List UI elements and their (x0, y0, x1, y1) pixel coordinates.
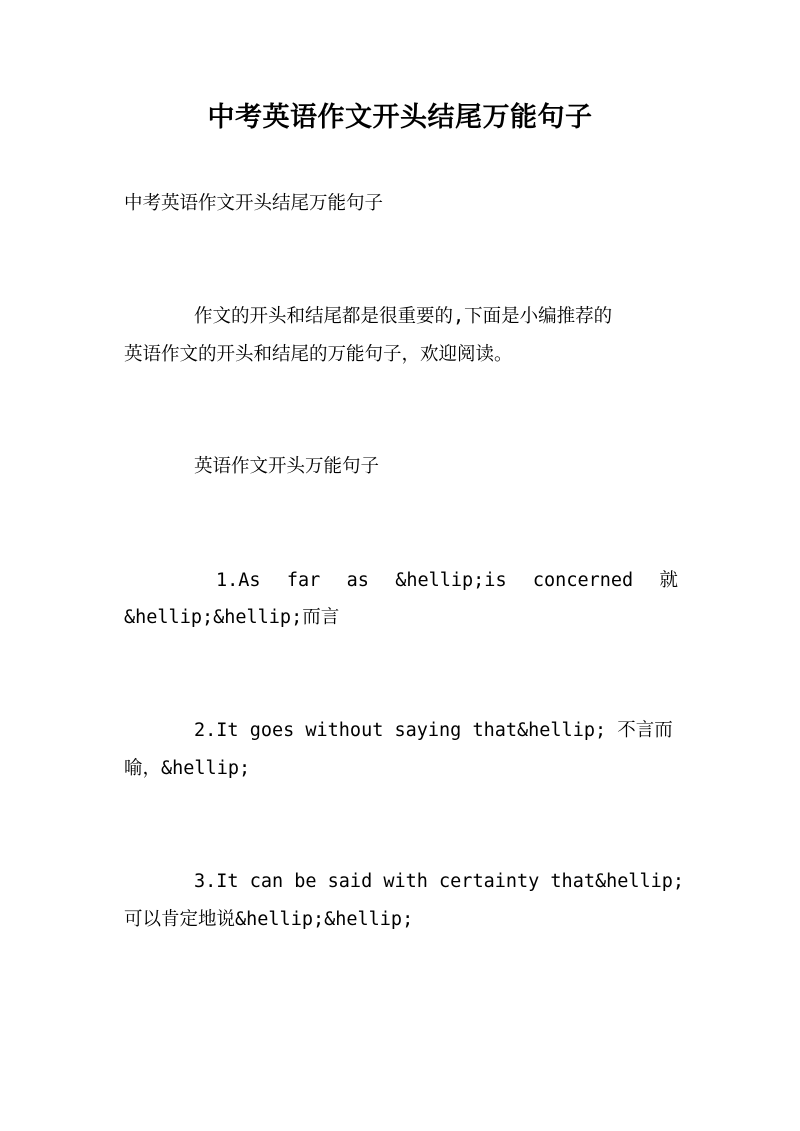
list-item-1-line-2: &hellip;&hellip;而言 (124, 607, 340, 628)
list-item-1-word: 1.As (216, 570, 261, 591)
list-item-2-line-2: 喻，&hellip; (124, 758, 251, 779)
list-item-1-line-1 (216, 563, 678, 599)
intro-line-2: 英语作文的开头和结尾的万能句子，欢迎阅读。 (124, 344, 513, 365)
list-item-1-word: as (346, 570, 369, 591)
list-item-3-line-1: 3.It can be said with certainty that&hellip; (194, 871, 685, 892)
list-item-1-word: &hellip;is (395, 570, 507, 591)
subtitle-line: 中考英语作文开头结尾万能句子 (124, 193, 384, 214)
list-item-1-word: 就 (659, 570, 678, 591)
list-item-3-line-2: 可以肯定地说&hellip;&hellip; (124, 909, 414, 930)
section-heading: 英语作文开头万能句子 (194, 456, 380, 477)
intro-line-1: 作文的开头和结尾都是很重要的,下面是小编推荐的 (194, 306, 613, 327)
list-item-1-word: far (286, 570, 321, 591)
list-item-1-word: concerned (532, 570, 634, 591)
document-title: 中考英语作文开头结尾万能句子 (207, 102, 593, 133)
list-item-2-line-1: 2.It goes without saying that&hellip; 不言而 (194, 720, 673, 741)
